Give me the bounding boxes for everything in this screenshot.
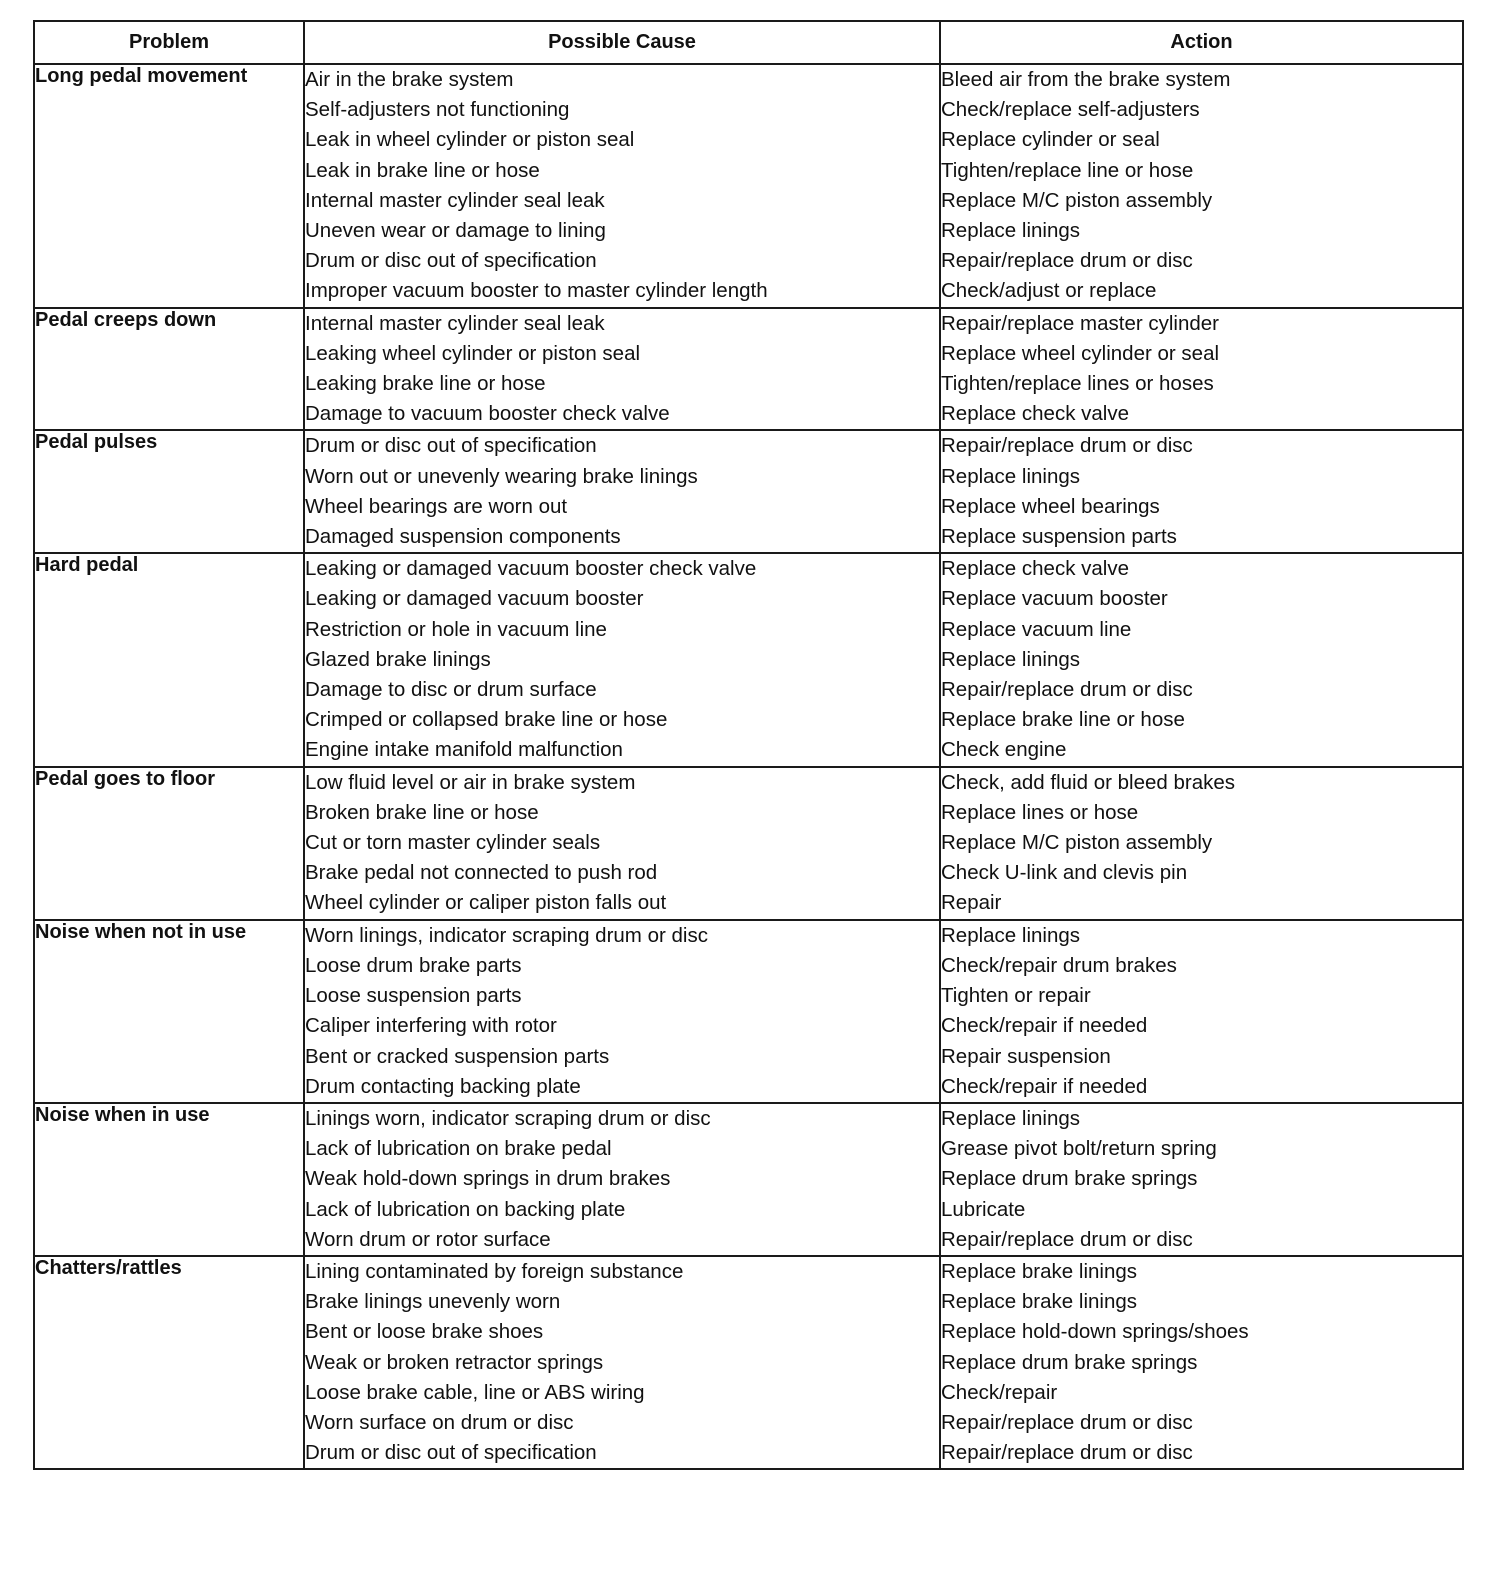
action-line: Check/repair <box>941 1380 1058 1404</box>
action-line: Repair <box>941 891 1002 915</box>
cause-line: Internal master cylinder seal leak <box>305 188 605 212</box>
action-line: Replace cylinder or seal <box>941 128 1160 152</box>
table-row <box>34 767 1463 920</box>
table-row <box>34 430 1463 553</box>
cause-line: Drum contacting backing plate <box>305 1074 581 1098</box>
header-problem: Problem <box>34 21 304 64</box>
cause-line: Weak hold-down springs in drum brakes <box>305 1167 671 1191</box>
action-cell <box>940 308 1463 431</box>
cause-line: Wheel cylinder or caliper piston falls out <box>305 891 667 915</box>
action-line: Replace M/C piston assembly <box>941 831 1213 855</box>
cause-cell <box>304 430 940 553</box>
action-line: Replace drum brake springs <box>941 1167 1198 1191</box>
brake-troubleshooting-table <box>33 20 1464 1470</box>
cause-cell <box>304 767 940 920</box>
action-line: Check/repair if needed <box>941 1014 1148 1038</box>
cause-line: Leaking brake line or hose <box>305 372 546 396</box>
action-line: Replace linings <box>941 647 1081 671</box>
action-line: Tighten/replace lines or hoses <box>941 372 1214 396</box>
cause-line: Improper vacuum booster to master cylinder length <box>305 279 768 303</box>
cause-line: Damage to vacuum booster check valve <box>305 402 670 426</box>
cause-line: Drum or disc out of specification <box>305 1441 597 1465</box>
action-line: Replace check valve <box>941 402 1130 426</box>
header-row <box>34 21 1463 64</box>
table-row <box>34 1256 1463 1469</box>
action-line: Repair/replace master cylinder <box>941 311 1220 335</box>
action-line: Replace vacuum line <box>941 617 1132 641</box>
action-line: Replace linings <box>941 923 1081 947</box>
action-cell <box>940 430 1463 553</box>
cause-line: Worn out or unevenly wearing brake linings <box>305 464 698 488</box>
cause-line: Restriction or hole in vacuum line <box>305 617 607 641</box>
cause-line: Bent or loose brake shoes <box>305 1320 544 1344</box>
cause-line: Leak in wheel cylinder or piston seal <box>305 128 635 152</box>
action-line: Replace linings <box>941 1106 1081 1130</box>
table-row <box>34 1103 1463 1256</box>
problem-cell: Pedal creeps down <box>34 308 304 431</box>
cause-cell <box>304 920 940 1103</box>
action-line: Replace wheel cylinder or seal <box>941 341 1220 365</box>
cause-line: Worn linings, indicator scraping drum or disc <box>305 923 708 947</box>
cause-line: Caliper interfering with rotor <box>305 1014 557 1038</box>
action-line: Repair/replace drum or disc <box>941 249 1193 273</box>
action-line: Grease pivot bolt/return spring <box>941 1137 1217 1161</box>
action-line: Replace wheel bearings <box>941 494 1160 518</box>
cause-line: Weak or broken retractor springs <box>305 1350 604 1374</box>
cause-line: Air in the brake system <box>305 68 514 91</box>
cause-line: Loose drum brake parts <box>305 953 522 977</box>
action-line: Replace brake linings <box>941 1290 1138 1314</box>
cause-line: Damaged suspension components <box>305 525 621 549</box>
cause-line: Lack of lubrication on brake pedal <box>305 1137 612 1161</box>
cause-line: Lack of lubrication on backing plate <box>305 1197 626 1221</box>
problem-cell: Chatters/rattles <box>34 1256 304 1469</box>
cause-cell <box>304 308 940 431</box>
action-line: Repair suspension <box>941 1044 1111 1068</box>
cause-line: Self-adjusters not functioning <box>305 98 570 122</box>
cause-line: Crimped or collapsed brake line or hose <box>305 708 668 732</box>
action-line: Replace linings <box>941 219 1081 243</box>
cause-line: Glazed brake linings <box>305 647 491 671</box>
cause-line: Worn drum or rotor surface <box>305 1227 551 1251</box>
action-line: Tighten or repair <box>941 984 1091 1008</box>
problem-cell: Long pedal movement <box>34 64 304 308</box>
action-cell <box>940 920 1463 1103</box>
cause-line: Broken brake line or hose <box>305 800 539 824</box>
action-line: Check/adjust or replace <box>941 279 1157 303</box>
action-cell <box>940 1256 1463 1469</box>
cause-cell <box>304 1103 940 1256</box>
action-cell <box>940 64 1463 308</box>
action-line: Replace linings <box>941 464 1081 488</box>
cause-line: Worn surface on drum or disc <box>305 1410 574 1434</box>
table-row <box>34 553 1463 766</box>
cause-line: Engine intake manifold malfunction <box>305 738 623 762</box>
action-line: Replace check valve <box>941 557 1130 581</box>
cause-line: Loose brake cable, line or ABS wiring <box>305 1380 645 1404</box>
action-cell <box>940 767 1463 920</box>
action-line: Check engine <box>941 738 1067 762</box>
cause-line: Cut or torn master cylinder seals <box>305 831 601 855</box>
action-line: Bleed air from the brake system <box>941 68 1231 91</box>
cause-line: Brake pedal not connected to push rod <box>305 861 658 885</box>
problem-cell: Noise when in use <box>34 1103 304 1256</box>
cause-cell <box>304 553 940 766</box>
action-line: Check/repair drum brakes <box>941 953 1177 977</box>
action-line: Replace brake line or hose <box>941 708 1185 732</box>
problem-cell: Pedal pulses <box>34 430 304 553</box>
cause-line: Lining contaminated by foreign substance <box>305 1259 684 1283</box>
action-cell <box>940 1103 1463 1256</box>
cause-line: Wheel bearings are worn out <box>305 494 568 518</box>
cause-line: Leak in brake line or hose <box>305 158 540 182</box>
cause-line: Leaking wheel cylinder or piston seal <box>305 341 641 365</box>
cause-cell <box>304 1256 940 1469</box>
table-row <box>34 308 1463 431</box>
action-line: Repair/replace drum or disc <box>941 434 1193 458</box>
action-cell <box>940 553 1463 766</box>
cause-line: Bent or cracked suspension parts <box>305 1044 610 1068</box>
cause-line: Linings worn, indicator scraping drum or disc <box>305 1106 711 1130</box>
action-line: Repair/replace drum or disc <box>941 1410 1193 1434</box>
table-row <box>34 64 1463 308</box>
action-line: Replace hold-down springs/shoes <box>941 1320 1249 1344</box>
action-line: Repair/replace drum or disc <box>941 1441 1193 1465</box>
action-line: Tighten/replace line or hose <box>941 158 1194 182</box>
action-line: Replace suspension parts <box>941 525 1177 549</box>
cause-line: Low fluid level or air in brake system <box>305 770 636 794</box>
problem-cell: Pedal goes to floor <box>34 767 304 920</box>
problem-cell: Hard pedal <box>34 553 304 766</box>
cause-line: Drum or disc out of specification <box>305 434 597 458</box>
cause-line: Uneven wear or damage to lining <box>305 219 606 243</box>
action-line: Replace lines or hose <box>941 800 1139 824</box>
cause-line: Brake linings unevenly worn <box>305 1290 561 1314</box>
header-action: Action <box>940 21 1463 64</box>
action-line: Replace vacuum booster <box>941 587 1168 611</box>
action-line: Repair/replace drum or disc <box>941 1227 1193 1251</box>
action-line: Replace brake linings <box>941 1259 1138 1283</box>
action-line: Replace M/C piston assembly <box>941 188 1213 212</box>
action-line: Replace drum brake springs <box>941 1350 1198 1374</box>
action-line: Check/replace self-adjusters <box>941 98 1200 122</box>
problem-cell: Noise when not in use <box>34 920 304 1103</box>
cause-line: Loose suspension parts <box>305 984 522 1008</box>
cause-cell <box>304 64 940 308</box>
cause-line: Internal master cylinder seal leak <box>305 311 605 335</box>
cause-line: Drum or disc out of specification <box>305 249 597 273</box>
cause-line: Leaking or damaged vacuum booster check valve <box>305 557 757 581</box>
cause-line: Damage to disc or drum surface <box>305 678 597 702</box>
action-line: Check, add fluid or bleed brakes <box>941 770 1236 794</box>
cause-line: Leaking or damaged vacuum booster <box>305 587 644 611</box>
action-line: Check/repair if needed <box>941 1074 1148 1098</box>
header-possible-cause: Possible Cause <box>304 21 940 64</box>
action-line: Lubricate <box>941 1197 1026 1221</box>
action-line: Repair/replace drum or disc <box>941 678 1193 702</box>
action-line: Check U-link and clevis pin <box>941 861 1188 885</box>
table-row <box>34 920 1463 1103</box>
